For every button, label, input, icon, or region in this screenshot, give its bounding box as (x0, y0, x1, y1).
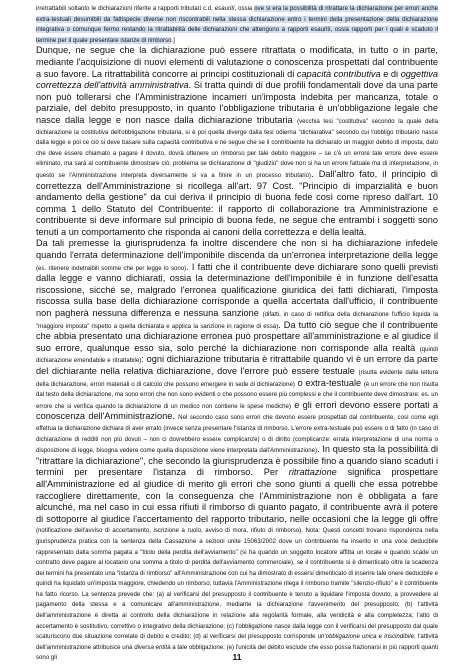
italic-text: capacità contributiva (296, 68, 381, 79)
text-run: o extra-testuale (294, 377, 364, 388)
highlighted-text: ove si era la possibilità di ritrattare la dichiarazione per errori anche extra-testuali desumibili da fattispecie diverse non riscontrabili nella stessa dichiarazione entro i termini della presentazione della dichiarazione integrativa o comunque fermo restando la ritrattabilità delle dichiarazioni che attengono a rapporti esauriti, ossia rapporti per i quali è scaduto il termine per il quale presentare istanze di rimborso (36, 5, 438, 44)
text-run: (vecchia tesi "costitutiva" secondo la quale della dichiarazione la costitutiva dell'obbligazione tributaria, si è poi quella diverge dalla tesi odierna "dichiarativa" secondo cui l'obbligo tributario nasce dalla legge e poi ce ciò si deve basare sulla capacità contributiva e ne segue che se il contribuente ha dichiarato un maggior debito di imposta, dato che deve essere chiamato a pagare il dovuto, dovrà ottenere un rimborso per tale debito maggiore – se c'è un errore tale errore deve essere eliminato, ma sarà al contribuente dimostrare ciò: problema se dichiarazione di "giudizio" dove non si ha un errore fattuale ma di interpretazione, in questo se l'Amministrazione interpreta diversamente si va a finire in un processo tributario) (36, 117, 438, 179)
text-run: Nel secondo caso sono errori che devono essere prospettati dal contribuente, così come egli effettua la dichiarazione dichiara di aver errato (invece senza presentare l'istanza di rimborso. L'errore extra-testuale può essere o di fatto (in caso di dichiarazione di redditi non più dovuti – non ci dovrebbero essere complicanze) o di diritto (complicanze: errata interpretazione di una norma o disposizione di legge, bisogna vedere come quella disposizione viene interpretata dall'Amministrazione) (36, 414, 438, 455)
text-run: . In questo sta la possibilità di "ritrattare la dichiarazione", che secondo la giurisprudenza è possibile fino a quando siano scaduti i termini per presentare l'istanza di rimborso. Per (36, 444, 438, 478)
page-number: 11 (232, 652, 242, 662)
text-run: significa prospettare all'Amministrazione ed al giudice di merito gli errori che sono giunti a quelli che essa potrebbe raccogliere direttamente, con la conseguenza che l'Amministrazione non è obbligata a fare alcunché, ma nel caso in cui essa rifiuti il rimborso di quanto pagato, il contribuente avrà il potere di sottoporre al giudice l'accertamento del rapporto tributario, nelle occasioni che la legge gli offre (36, 467, 438, 524)
italic-text: ritrattazione (288, 467, 337, 478)
text-run: (es. ritenere indetraibili somme che per legge lo sono) (36, 264, 187, 272)
italic-text: esauriti (214, 5, 235, 12)
text-run: ; l'attività dell'amministrazione attribuisce una (36, 633, 438, 651)
italic-text: diversa entità (134, 643, 171, 651)
text-run: (difatti, in caso di rettifica della dichiarazione l'ufficio liquida la "maggiore imposta" rispetto a quella dichiarata e applica la sanzione in ragione di essa) (36, 311, 438, 330)
text-run: .] (171, 36, 175, 44)
text-run: (è un errore che non risulta dal testo della dichiarazione, ma sono errori che non sono evidenti o che possono essere più complessi e che il contribuente deve dimostrare: es. un errore che si verifica quando la dichiarazione di un medico non contiene le spese mediche) (36, 380, 438, 410)
text-run: Dunque, ne segue che la dichiarazione può essere ritrattata o modificata, in tutto o in parte, mediante l'acquisizione di nuovi elementi di valutazione o conoscenza prospettati dal contribuente a suo favore. La ritrattabilità concorre ai principi costituzionali di (36, 45, 438, 79)
italic-text: obbligazione unica e inscindibile (325, 633, 415, 641)
text-run: e gli errori devono essere portati a conoscenza dell'Amministrazione. (36, 399, 438, 422)
paragraph (36, 3, 438, 45)
text-run: . Si tratta quindi di due profili fondamentali dove da una parte non può tollerarsi che l'Amministrazione incameri un'imposta indebita per mancanza, totale o parziale, del debito presupposto, in quanto l'obbligazione tributaria è un'obbligazione legale che nasce dalla legge e non nasce dalla dichiarazione tributaria (36, 80, 438, 125)
paragraph (36, 45, 438, 238)
text-run: : ogni dichiarazione tributaria è ritrattabile quando vi è un errore da parte del dichiarante nella relativa dichiarazione, dove l'errore può essere testuale (36, 354, 438, 376)
text-run: . I fatti che il contribuente deve dichiarare sono quelli previsti dalla legge e vanno dichiarati, ossia la determinazione dell'imponibile è in funzione dell'esatta riscossione, sicché se, malgrado l'erronea qualificazione giuridica dei fatti dichiarati, l'imposta riscossa sulla base della dichiarazione corrisponde a quella accertata dall'ufficio, il contribuente non pagherà nessuna differenza e nessuna sanzione (36, 261, 438, 319)
italic-text: oggettiva correttezza dell'attività amministrativa (36, 68, 438, 91)
text-run: e di (380, 68, 401, 79)
text-run: irretrattabili soltanto le dichiarazioni riferite a rapporti tributari c.d. (36, 5, 215, 12)
text-run: . Da tutto ciò segue che il contribuente che abbia presentato una dichiarazione erronea può prospettare all'amministrazione e al giudice il suo errore, qualunque esso sia, solo perché la dichiarazione non corrisponde alla realtà (36, 319, 438, 353)
text-run: , ossia (234, 5, 255, 12)
text-run: (risulta evidente dalla lettura della dichiarazione, errori materiali o di calcolo che possono emergere in sede di dichiarazione) (36, 369, 438, 388)
text-run: (notificazione dell'avviso di accertamento, iscrizione a ruolo, avviso di mora, rifiuto di rimborso). Nota: Questi concetti trovano rispondenza nella giurisprudenza pratica con la sentenza della Cassazione a sezioni unite 15063/2002 dove un contribuente ha inserito in una voce deducibile rappresentato dalla somma pagata a "titolo della perdita dell'avviamento" (si ha quando un soggetto locatore affitta un locale e quando scade un contratto deve pagare al locatario una somma a titolo di perdita dell'avviamento commerciale), se il contribuente si è dimenticato oltre la scadenza dei termini ha presentato una "istanza di rimborso" all'Amministrazione con cui ha dimostrato di essersi dimenticato di inserire tale onere deducibile e quindi ha liquidato un'imposta maggiore, chiedendo un rimborso; tuttavia l'Amministrazione rilega il rimborso tramite "silenzio-rifiuto" e il contribuente ha fatto ricorso. La sentenza prevede che: (a) al verificarsi del presupposto il contribuente è tenuto a liquidare l'imposta dovuto, a provvedere al pagamento della stessa e a comunicare all'amministrazione, mediante la dichiarazione l'avvenimento del presupposto; (b) l'attività dell'amministrazione è diretta al controllo della dichiarazione in relazione alla regolarità formale, alla veridicità e alla completezza; l'atto di accertamento è sostitutivo, correttivo o integrativo della dichiarazione; (c) l'obbligazione nasce dalla legge con il verificarsi del presupposto dal quale scaturiscono due situazione correlate di debito e credito; (d) al verificarsi del presupposto corrisponde un' (36, 527, 438, 641)
paragraph (36, 238, 438, 663)
text-run: a tale obbligazione; (e) l'unicità del debito esclude che esso possa frazionarsi in più rapporti quanti sono gli (36, 643, 438, 662)
text-run: Da tali premesse la giurisprudenza fa inoltre discendere che non si ha dichiarazione infedele quando l'errata determinazione dell'imponibile discenda da un'erronea interpretazione della legge (36, 238, 438, 261)
text-run: . Dall'altro fato, il principio di correttezza dell'Amministrazione si ricollega all'art. 97 Cost. "Principio di imparzialità e buon andamento della gestione" da cui deriva il principio di buona fede così come ripreso dall'art. 10 comma 1 dello Statuto del Contribuente: il rapporto di collaborazione tra Amministrazione e contribuente si deve informare sul principio di buona fede, ne segue che entrambi i soggetti sono tenuti a un comportamento che risponda ai canoni della correttezza e della lealtà. (36, 168, 438, 237)
text-run: (quindi dichiarazione emendabile e ritrattabile) (36, 345, 438, 365)
